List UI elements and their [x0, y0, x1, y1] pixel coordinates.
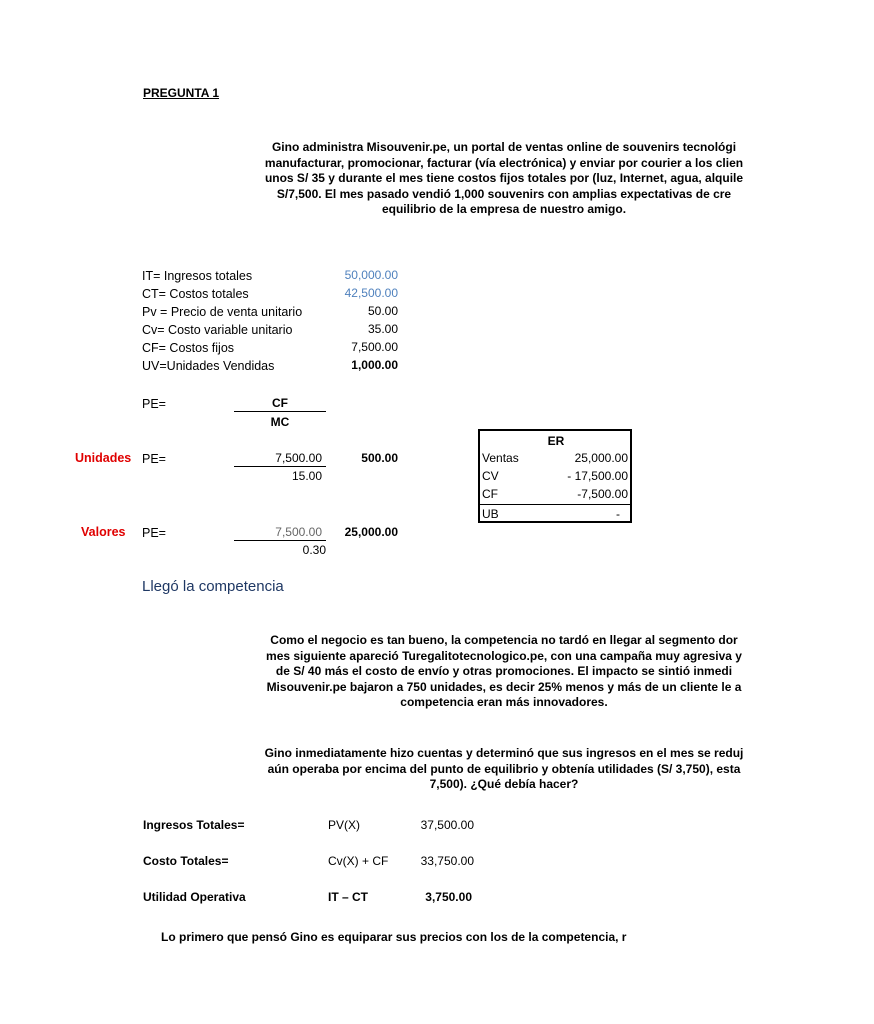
er-row — [482, 469, 628, 487]
page-title: PREGUNTA 1 — [143, 86, 220, 100]
calc-value: 33,750.00 — [420, 854, 474, 868]
fraction-line — [234, 540, 326, 541]
variable-label: CT= Costos totales — [142, 287, 249, 301]
last-line: Lo primero que pensó Gino es equiparar sus precios con los de la competencia, r — [161, 930, 627, 944]
pe-numerator: CF — [272, 396, 288, 410]
er-value: -7,500.00 — [577, 487, 628, 501]
competition-line: Misouvenir.pe bajaron a 750 unidades, es decir 25% menos y más de un cliente le a — [266, 679, 742, 694]
variable-value: 7,500.00 — [351, 340, 398, 354]
competition-line: Como el negocio es tan bueno, la competencia no tardó en llegar al segmento dor — [270, 633, 738, 647]
variable-label: UV=Unidades Vendidas — [142, 359, 275, 373]
er-divider — [480, 504, 632, 505]
gino-paragraph — [134, 746, 874, 793]
fraction-line — [234, 466, 326, 467]
variable-value: 42,500.00 — [344, 286, 398, 300]
calc-label: Ingresos Totales= — [143, 818, 245, 832]
er-value: 25,000.00 — [574, 451, 628, 465]
competition-line: mes siguiente apareció Turegalitotecnologico.pe, con una campaña muy agresiva y — [266, 648, 742, 663]
pe-units-result: 500.00 — [361, 451, 398, 465]
pe-values-result: 25,000.00 — [344, 525, 398, 539]
gino-line: 7,500). ¿Qué debía hacer? — [429, 777, 579, 791]
variable-value: 1,000.00 — [351, 358, 398, 372]
er-table — [478, 429, 632, 523]
variable-label: CF= Costos fijos — [142, 341, 235, 355]
variable-label: Cv= Costo variable unitario — [142, 323, 293, 337]
fraction-line — [234, 411, 326, 412]
gino-line: aún operaba por encima del punto de equilibrio y obtenía utilidades (S/ 3,750), esta — [267, 761, 741, 776]
er-key: CV — [482, 469, 499, 483]
intro-line: manufacturar, promocionar, facturar (vía electrónica) y enviar por courier a los clien — [264, 155, 744, 170]
variable-value: 35.00 — [367, 322, 398, 336]
pe-units-denominator: 15.00 — [291, 469, 322, 483]
er-value: - — [616, 507, 620, 521]
variable-label: Pv = Precio de venta unitario — [142, 305, 303, 319]
pe-units-label: PE= — [142, 452, 166, 466]
calc-formula: PV(X) — [328, 818, 361, 832]
variable-value: 50.00 — [367, 304, 398, 318]
gino-line: Gino inmediatamente hizo cuentas y determinó que sus ingresos en el mes se reduj — [264, 746, 744, 760]
er-key: Ventas — [482, 451, 519, 465]
intro-line: Gino administra Misouvenir.pe, un portal de ventas online de souvenirs tecnológi — [271, 140, 737, 154]
calc-label: Utilidad Operativa — [143, 890, 246, 904]
pe-denominator: MC — [270, 415, 290, 429]
er-row — [482, 507, 628, 525]
calc-label: Costo Totales= — [143, 854, 229, 868]
variable-label: IT= Ingresos totales — [142, 269, 253, 283]
er-row — [482, 451, 628, 469]
er-title: ER — [547, 434, 565, 448]
calc-value: 37,500.00 — [420, 818, 474, 832]
calc-formula: Cv(X) + CF — [328, 854, 389, 868]
competition-line: competencia eran más innovadores. — [400, 695, 608, 709]
variable-value: 50,000.00 — [344, 268, 398, 282]
pe-units-numerator: 7,500.00 — [275, 451, 322, 465]
pe-values-denominator: 0.30 — [302, 543, 326, 557]
competition-heading: Llegó la competencia — [142, 578, 284, 595]
er-value: - 17,500.00 — [567, 469, 628, 483]
pe-values-numerator: 7,500.00 — [275, 525, 322, 539]
values-side-label: Valores — [81, 525, 126, 539]
er-key: UB — [482, 507, 499, 521]
competition-line: de S/ 40 más el costo de envío y otras promociones. El impacto se sintió inmedi — [275, 664, 733, 678]
intro-line: equilibrio de la empresa de nuestro amigo. — [381, 202, 627, 216]
competition-paragraph — [134, 633, 874, 711]
calc-formula: IT – CT — [328, 890, 369, 904]
calc-value: 3,750.00 — [425, 890, 472, 904]
units-side-label: Unidades — [75, 451, 132, 465]
er-key: CF — [482, 487, 498, 501]
er-row — [482, 487, 628, 505]
intro-line: unos S/ 35 y durante el mes tiene costos fijos totales por (luz, Internet, agua, alquile — [264, 171, 744, 185]
intro-line: S/7,500. El mes pasado vendió 1,000 souvenirs con amplias expectativas de cre — [276, 186, 732, 201]
pe-values-label: PE= — [142, 526, 166, 540]
pe-label: PE= — [142, 397, 166, 411]
intro-paragraph — [134, 140, 874, 218]
